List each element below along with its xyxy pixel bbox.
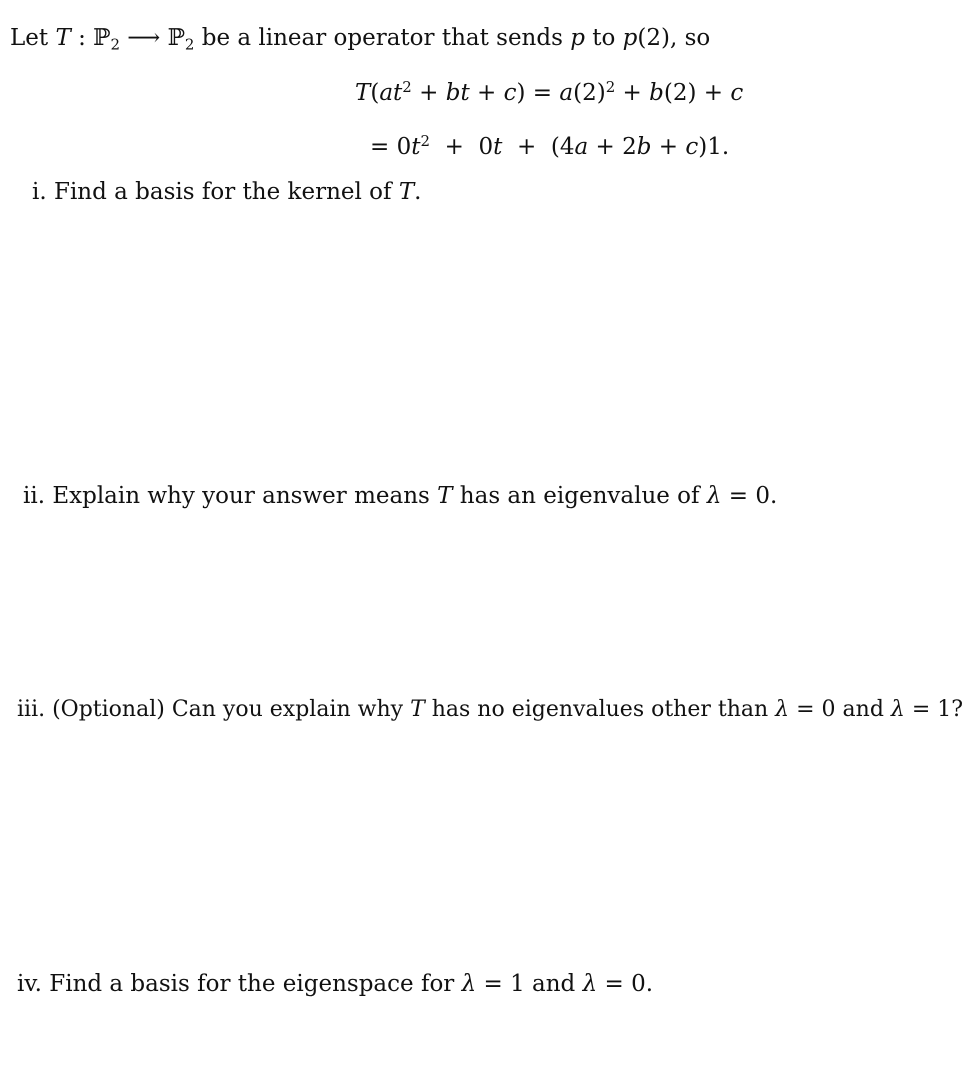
eq2-close: )1. [698,134,730,160]
p-symbol-2: p [622,25,638,51]
question-1-T: T [398,179,415,205]
question-4-eq1: = 1 and [476,971,583,997]
eq1-t: t [460,80,470,106]
question-2-T: T [437,483,453,509]
question-2 [23,481,777,511]
question-2-text2: has an eigenvalue of [452,483,707,509]
eq2-plus2: + (4 [502,134,575,160]
question-1-number: i. [32,179,47,205]
question-4-text: Find a basis for the eigenspace for [41,971,462,997]
intro-sentence [10,23,710,53]
question-4-number: iv. [17,971,42,997]
question-3 [17,695,963,725]
arrow: ⟶ [119,25,168,51]
question-3-text: (Optional) Can you explain why [45,697,411,722]
eq1-t2: t [393,80,403,106]
question-3-T: T [410,697,425,722]
eq1-rhs-2b: (2) + [663,80,731,106]
eq2-plus1: + 0 [429,134,494,160]
eq2-t: t [493,134,503,160]
eq1-c: c [503,80,517,106]
eq1-rhs-plus: + [615,80,650,106]
question-3-eq1: = 0 and [789,697,891,722]
space-to: ℙ [167,25,185,51]
eq1-rhs-a: a [559,80,574,106]
question-3-lambda1: λ [775,697,790,722]
question-3-text2: has no eigenvalues other than [424,697,776,722]
eval-text: (2), so [637,25,711,51]
question-3-lambda2: λ [890,697,905,722]
eq1-b: b [445,80,461,106]
colon: : [70,25,94,51]
eq1-plus-c: + [469,80,504,106]
equation-line-2 [370,132,729,162]
space-from: ℙ [93,25,111,51]
question-2-number: ii. [23,483,46,509]
operator-symbol: T [55,25,71,51]
question-4 [17,969,653,999]
question-1-text: Find a basis for the kernel of [46,179,399,205]
eq2-b: b [636,134,652,160]
eq1-rhs-2: (2) [573,80,606,106]
eq1-T: T [355,80,371,106]
eq2-exp: 2 [420,131,430,150]
eq1-rhs-b: b [649,80,664,106]
space-to-sub: 2 [184,35,195,54]
eq1-plus-bt: + [411,80,446,106]
eq1-a: a [379,80,394,106]
eq1-open: ( [370,80,380,106]
intro-text: be a linear operator that sends [194,25,571,51]
eq2-t2: t [411,134,421,160]
question-2-text: Explain why your answer means [45,483,438,509]
question-2-eq: = 0. [721,483,778,509]
question-4-eq2: = 0. [597,971,654,997]
eq2-plus3: + 2 [588,134,637,160]
question-4-lambda2: λ [582,971,598,997]
eq1-exp: 2 [402,77,412,96]
eq2-a: a [574,134,589,160]
eq1-rhs-c: c [730,80,744,106]
p-symbol: p [570,25,585,51]
question-2-lambda: λ [706,483,722,509]
eq1-rhs-exp: 2 [605,77,616,96]
equation-line-1 [355,78,743,108]
eq2-equals: = 0 [370,134,412,160]
question-3-number: iii. [17,697,46,722]
question-4-lambda1: λ [461,971,477,997]
question-3-eq2: = 1? [904,697,964,722]
to-text: to [584,25,623,51]
intro-lead: Let [10,25,56,51]
space-from-sub: 2 [110,35,120,54]
eq2-c: c [685,134,699,160]
eq1-equals: = [525,80,560,106]
question-1 [32,177,421,207]
eq1-close: ) [516,80,526,106]
eq2-plus4: + [651,134,686,160]
question-1-end: . [414,179,422,205]
